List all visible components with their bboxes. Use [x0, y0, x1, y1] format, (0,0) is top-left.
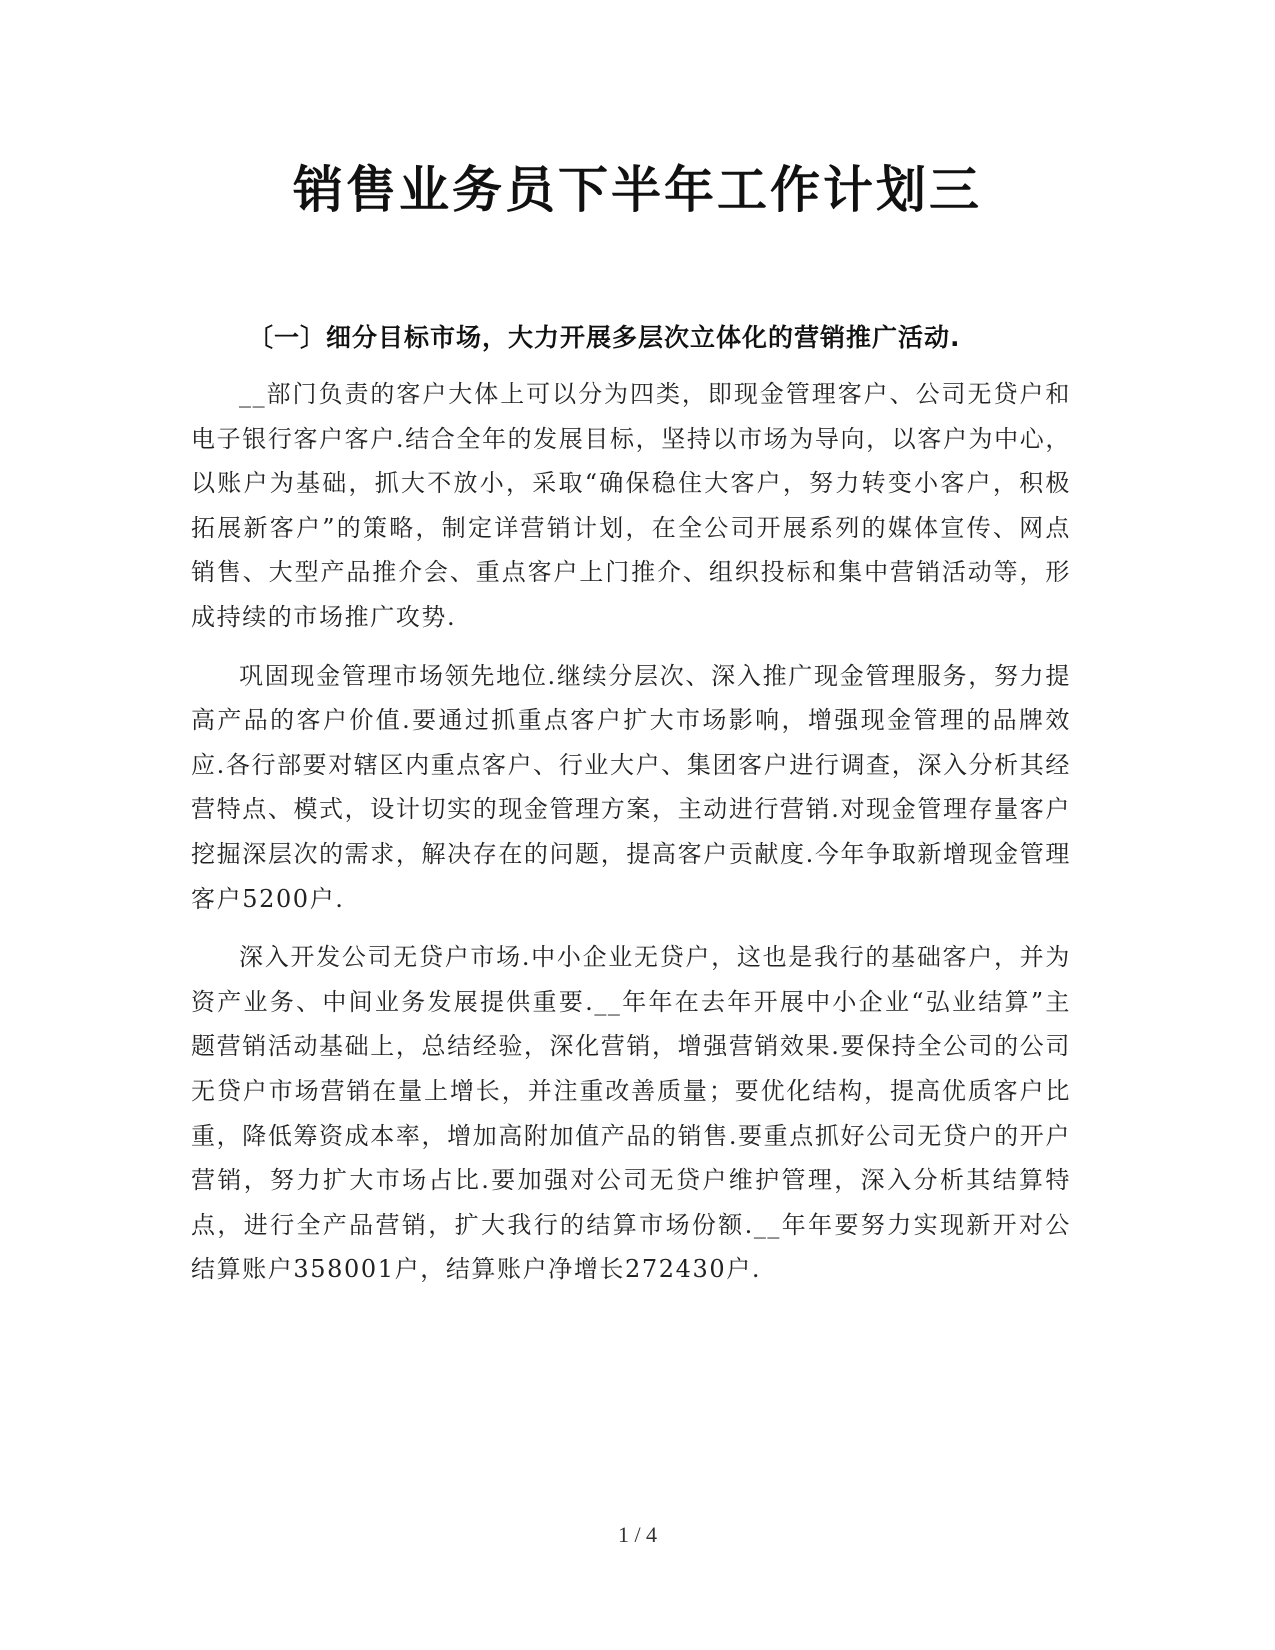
section-heading: 〔一〕细分目标市场，大力开展多层次立体化的营销推广活动.: [248, 323, 961, 352]
paragraph-1: __部门负责的客户大体上可以分为四类，即现金管理客户、公司无贷户和电子银行客户客户.结合全年的发展目标，坚持以市场为导向，以客户为中心，以账户为基础，抓大不放小，采取“确保稳住大客户，努力转变小客户，积极拓展新客户”的策略，制定详营销计划，在全公司开展系列的媒体宣传、网点销售、大型产品推介会、重点客户上门推介、组织投标和集中营销活动等，形成持续的市场推广攻势.: [191, 380, 1071, 631]
document-body: [191, 372, 1071, 1306]
paragraph-3: 深入开发公司无贷户市场.中小企业无贷户，这也是我行的基础客户，并为资产业务、中间业务发展提供重要.__年年在去年开展中小企业“弘业结算”主题营销活动基础上，总结经验，深化营销，增强营销效果.要保持全公司的公司无贷户市场营销在量上增长，并注重改善质量；要优化结构，提高优质客户比重，降低筹资成本率，增加高附加值产品的销售.要重点抓好公司无贷户的开户营销，努力扩大市场占比.要加强对公司无贷户维护管理，深入分析其结算特点，进行全产品营销，扩大我行的结算市场份额.__年年要努力实现新开对公结算账户358001户，结算账户净增长272430户.: [191, 943, 1071, 1284]
paragraph-2: 巩固现金管理市场领先地位.继续分层次、深入推广现金管理服务，努力提高产品的客户价值.要通过抓重点客户扩大市场影响，增强现金管理的品牌效应.各行部要对辖区内重点客户、行业大户、集团客户进行调查，深入分析其经营特点、模式，设计切实的现金管理方案，主动进行营销.对现金管理存量客户挖掘深层次的需求，解决存在的问题，提高客户贡献度.今年争取新增现金管理客户5200户.: [191, 661, 1071, 913]
page-number: 1 / 4: [617, 1522, 658, 1547]
document-title: 销售业务员下半年工作计划三: [293, 161, 982, 219]
